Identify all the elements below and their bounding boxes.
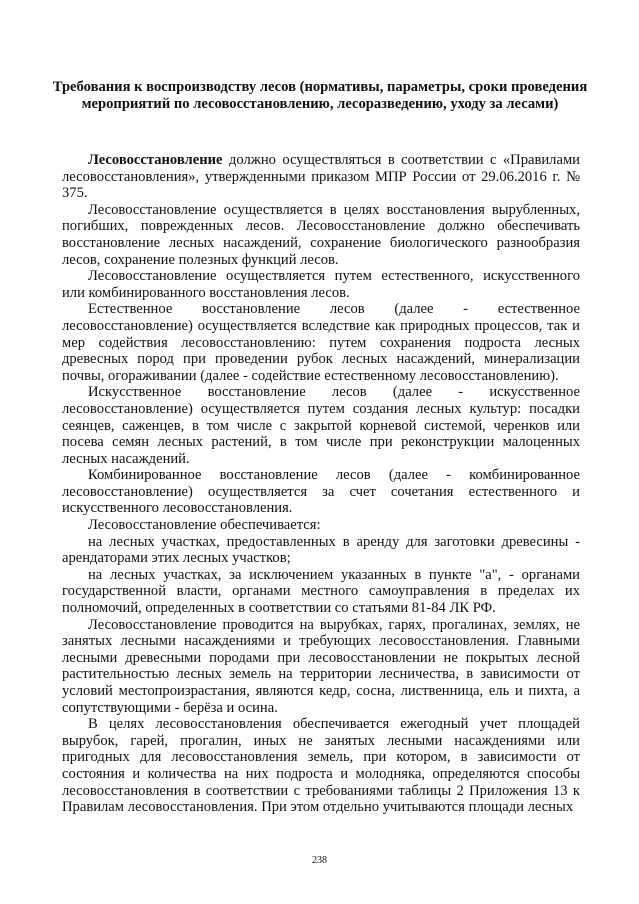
paragraph-3: Лесовосстановление осуществляется путем естественного, искусственного или комбинированного восстановления лесов. [62, 268, 580, 301]
page-number: 238 [312, 855, 327, 866]
paragraph-2: Лесовосстановление осуществляется в целях восстановления вырубленных, погибших, поврежденных лесов. Лесовосстановление должно обеспечивать восстановление лесных насаждений, сохранение биологического разнообразия лесов, сохранение полезных функций лесов. [62, 201, 580, 268]
paragraph-9: на лесных участках, за исключением указанных в пункте "а", - органами государственной власти, органами местного самоуправления в пределах их полномочий, определенных в соответствии со статьями 81-84 ЛК РФ. [62, 566, 580, 617]
paragraph-1 [62, 152, 580, 202]
document-body [62, 152, 580, 816]
paragraph-lead-term: Лесовосстановление [88, 152, 223, 168]
paragraph-5: Искусственное восстановление лесов (далее - искусственное лесовосстановление) осуществляется путем создания лесных культур: посадки сеянцев, саженцев, в том числе с закрытой корневой системой, черенков или посева семян лесных растений, в том числе при реконструкции малоценных лесных насаждений. [62, 384, 580, 467]
paragraph-6: Комбинированное восстановление лесов (далее - комбинированное лесовосстановление) осуществляется за счет сочетания естественного и искусственного лесовосстановления. [62, 467, 580, 517]
paragraph-text: должно осуществляться в соответствии с «Правилами лесовосстановления», утвержденными приказом МПР России от 29.06.2016 г. № 375. [62, 152, 580, 202]
paragraph-10: Лесовосстановление проводится на вырубках, гарях, прогалинах, землях, не занятых лесными насаждениями и требующих лесовосстановления. Главными лесными древесными породами при лесовосстановлении не покрытых лесной растительностью лесных земель на территории лесничества, в зависимости от условий местопроизрастания, являются кедр, сосна, лиственница, ель и пихта, а сопутствующими - берёза и осина. [62, 616, 580, 716]
paragraph-11: В целях лесовосстановления обеспечивается ежегодный учет площадей вырубок, гарей, прогалин, иных не занятых лесными насаждениями или пригодных для лесовосстановления земель, при котором, в зависимости от состояния и количества на них подроста и молодняка, определяются способы лесовосстановления в соответствии с требованиями таблицы 2 Приложения 13 к Правилам лесовосстановления. При этом отдельно учитываются площади лесных [62, 716, 580, 816]
paragraph-7: Лесовосстановление обеспечивается: [88, 517, 321, 534]
paragraph-8: на лесных участках, предоставленных в аренду для заготовки древесины - арендаторами этих лесных участков; [62, 533, 580, 567]
document-title: Требования к воспроизводству лесов (нормативы, параметры, сроки проведения мероприятий по лесовосстановлению, лесоразведению, уходу за лесами) [52, 79, 588, 112]
paragraph-4: Естественное восстановление лесов (далее - естественное лесовосстановление) осуществляется вследствие как природных процессов, так и мер содействия лесовосстановлению: путем сохранения подроста лесных древесных пород при проведении рубок лесных насаждений, минерализации почвы, огораживании (далее - содействие естественному лесовосстановлению). [62, 301, 580, 384]
